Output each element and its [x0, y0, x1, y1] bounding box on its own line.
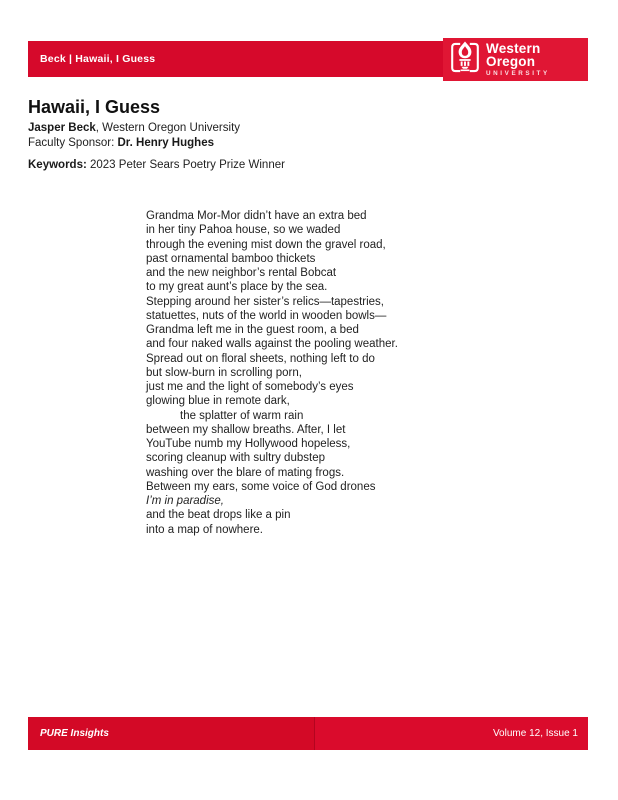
poem-line: to my great aunt’s place by the sea. [146, 281, 328, 294]
poem-line: and the new neighbor’s rental Bobcat [146, 267, 337, 279]
journal-name: PURE Insights [40, 728, 109, 739]
university-logo [443, 38, 588, 81]
sponsor-label: Faculty Sponsor: [28, 136, 118, 149]
university-name: Western Oregon [486, 40, 541, 70]
poem-line: past ornamental bamboo thickets [146, 252, 316, 265]
running-head: Beck | Hawaii, I Guess [40, 53, 156, 65]
page-title: Hawaii, I Guess [28, 97, 161, 118]
poem-line: and four naked walls against the pooling weather. [146, 338, 398, 351]
poem-line: YouTube numb my Hollywood hopeless, [146, 438, 351, 450]
author-line [28, 121, 240, 136]
keywords-line [28, 159, 285, 171]
keywords-label: Keywords: [28, 159, 90, 171]
poem-line: through the evening mist down the gravel road, [146, 238, 386, 251]
poem-line: Grandma left me in the guest room, a bed [146, 324, 359, 336]
poem-body [146, 209, 398, 537]
poem-line: I’m in paradise, [146, 495, 224, 507]
poem-line: in her tiny Pahoa house, so we waded [146, 224, 341, 237]
author-name: Jasper Beck [28, 122, 96, 134]
poem-line: into a map of nowhere. [146, 523, 263, 536]
poem-line: Stepping around her sister’s relics—tapestries, [146, 295, 384, 308]
poem-line: the splatter of warm rain [180, 409, 304, 422]
university-subname: UNIVERSITY [486, 69, 550, 77]
poem-line: just me and the light of somebody’s eyes [146, 381, 354, 393]
poem-line: washing over the blare of mating frogs. [146, 466, 345, 479]
sponsor-name: Dr. Henry Hughes [117, 136, 214, 149]
torch-icon [449, 41, 481, 79]
poem-line: Between my ears, some voice of God drones [146, 480, 376, 493]
poem-line: but slow-burn in scrolling porn, [146, 366, 302, 379]
poem-line: scoring cleanup with sultry dubstep [146, 452, 325, 465]
keywords-value: 2023 Peter Sears Poetry Prize Winner [90, 159, 285, 171]
poem-line: glowing blue in remote dark, [146, 395, 290, 408]
footer-right-cell [315, 717, 588, 750]
poem-line: Spread out on floral sheets, nothing left to do [146, 352, 375, 365]
poem-line: Grandma Mor-Mor didn’t have an extra bed [146, 210, 367, 222]
sponsor-line [28, 136, 240, 151]
footer-banner [28, 717, 588, 750]
poem-line: between my shallow breaths. After, I let [146, 423, 346, 436]
poem-line: and the beat drops like a pin [146, 509, 291, 522]
byline [28, 121, 240, 150]
footer-left-cell [28, 717, 315, 750]
university-wordmark [486, 42, 588, 77]
author-affiliation: , Western Oregon University [95, 122, 241, 134]
issue-label: Volume 12, Issue 1 [492, 728, 578, 739]
poem-line: statuettes, nuts of the world in wooden bowls— [146, 309, 387, 322]
